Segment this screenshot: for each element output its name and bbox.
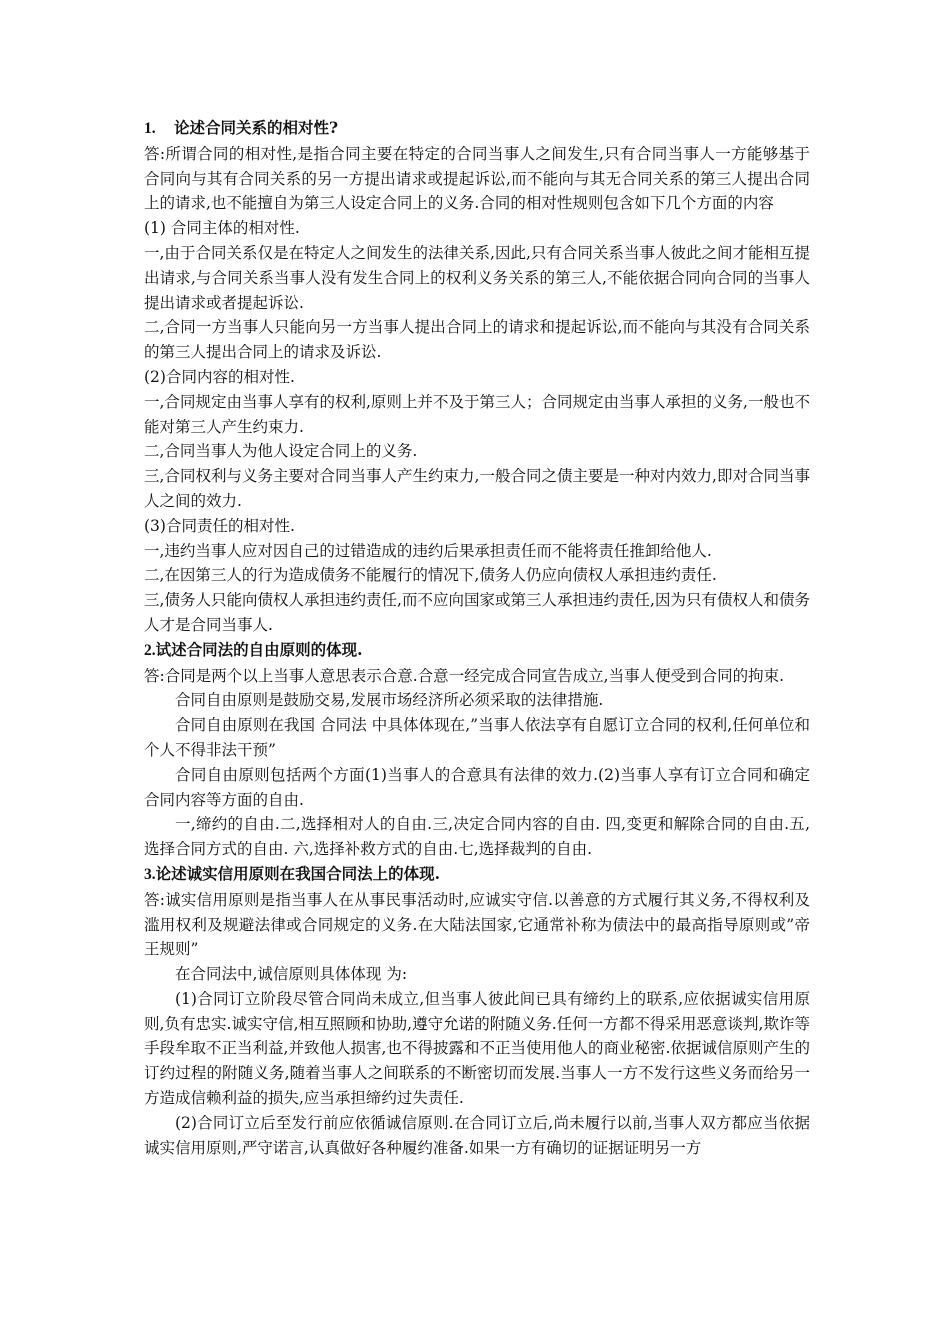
- q1-section-3-point-3: 三,债务人只能向债权人承担违约责任,而不应向国家或第三人承担违约责任,因为只有债权人和债务人才是合同当事人.: [144, 591, 810, 634]
- q3-paragraph-3: (2)合同订立后至发行前应依循诚信原则.在合同订立后,尚未履行以前,当事人双方都应当依据诚实信用原则,严守诺言,认真做好各种履约准备.如果一方有确切的证据证明另一方: [144, 1113, 810, 1157]
- q1-section-3-title: (3)合同责任的相对性.: [144, 516, 295, 535]
- question-3-answer: 答:诚实信用原则是指当事人在从事民事活动时,应诚实守信.以善意的方式履行其义务,不得权利及滥用权利及规避法律或合同规定的义务.在大陆法国家,它通常补称为债法中的最高指导原则或”帝王规则”: [144, 890, 810, 959]
- question-1-title: 论述合同关系的相对性?: [174, 118, 339, 137]
- q1-section-2-point-3: 三,合同权利与义务主要对合同当事人产生约束力,一般合同之债主要是一种对内效力,即对合同当事人之间的效力.: [144, 467, 810, 510]
- question-1-number: 1.: [144, 120, 156, 137]
- question-3-title: 论述诚实信用原则在我国合同法上的体现.: [155, 863, 441, 883]
- question-1-heading: [144, 116, 810, 142]
- q1-section-1-point-1: 一,由于合同关系仅是在特定人之间发生的法律关系,因此,只有合同关系当事人彼此之间才能相互提出请求,与合同关系当事人没有发生合同上的权利义务关系的第三人,不能依据合同向合同的当事人提出请求或者提起诉讼.: [144, 243, 810, 312]
- question-2-heading: [144, 638, 810, 664]
- q2-paragraph-1: 合同自由原则是鼓励交易,发展市场经济所必须采取的法律措施.: [175, 691, 604, 710]
- q2-paragraph-2: 合同自由原则在我国 合同法 中具体体现在,”当事人依法享有自愿订立合同的权利,任何单位和个人不得非法干预”: [144, 716, 810, 759]
- question-2-answer: 答:合同是两个以上当事人意思表示合意.合意一经完成合同宣告成立,当事人便受到合同的拘束.: [144, 666, 785, 685]
- q1-section-2-title: (2)合同内容的相对性.: [144, 367, 295, 386]
- question-2-title: 试述合同法的自由原则的体现.: [155, 639, 363, 659]
- question-2-number: 2.: [144, 641, 156, 659]
- question-1-answer: 答:所谓合同的相对性,是指合同主要在特定的合同当事人之间发生,只有合同当事人一方能够基于合同向与其有合同关系的另一方提出请求或提起诉讼,而不能向与其无合同关系的第三人提出合同上的请求,也不能擅自为第三人设定合同上的义务.合同的相对性规则包含如下几个方面的内容: [144, 144, 810, 213]
- q3-paragraph-2: (1)合同订立阶段尽管合同尚未成立,但当事人彼此间已具有缔约上的联系,应依据诚实信用原则,负有忠实.诚实守信,相互照顾和协助,遵守允诺的附随义务.任何一方都不得采用恶意谈判,欺诈等手段牟取不正当利益,并致他人损害,也不得披露和不正当使用他人的商业秘密.依据诚信原则产生的订约过程的附随义务,随着当事人之间联系的不断密切而发展.当事人一方不发行这些义务而给另一方造成信赖利益的损失,应当承担缔约过失责任.: [144, 989, 810, 1108]
- q3-paragraph-1: 在合同法中,诚信原则具体体现 为:: [175, 965, 408, 984]
- q1-section-1-title: (1) 合同主体的相对性.: [144, 219, 300, 238]
- document-page: [144, 116, 810, 1160]
- q2-paragraph-4: 一,缔约的自由.二,选择相对人的自由.三,决定合同内容的自由. 四,变更和解除合同的自由.五,选择合同方式的自由. 六,选择补救方式的自由.七,选择裁判的自由.: [144, 815, 810, 859]
- q2-paragraph-3: 合同自由原则包括两个方面(1)当事人的合意具有法律的效力.(2)当事人享有订立合同和确定合同内容等方面的自由.: [144, 765, 810, 809]
- question-3-heading: [144, 862, 810, 888]
- q1-section-2-point-1: 一,合同规定由当事人享有的权利,原则上并不及于第三人；合同规定由当事人承担的义务,一般也不能对第三人产生约束力.: [144, 392, 810, 436]
- q1-section-3-point-2: 二,在因第三人的行为造成债务不能履行的情况下,债务人仍应向债权人承担违约责任.: [144, 566, 717, 585]
- q1-section-2-point-2: 二,合同当事人为他人设定合同上的义务.: [144, 442, 418, 461]
- q1-section-1-point-2: 二,合同一方当事人只能向另一方当事人提出合同上的请求和提起诉讼,而不能向与其没有合同关系的第三人提出合同上的请求及诉讼.: [144, 318, 810, 362]
- q1-section-3-point-1: 一,违约当事人应对因自己的过错造成的违约后果承担责任而不能将责任推卸给他人.: [144, 541, 712, 560]
- question-3-number: 3.: [144, 865, 156, 883]
